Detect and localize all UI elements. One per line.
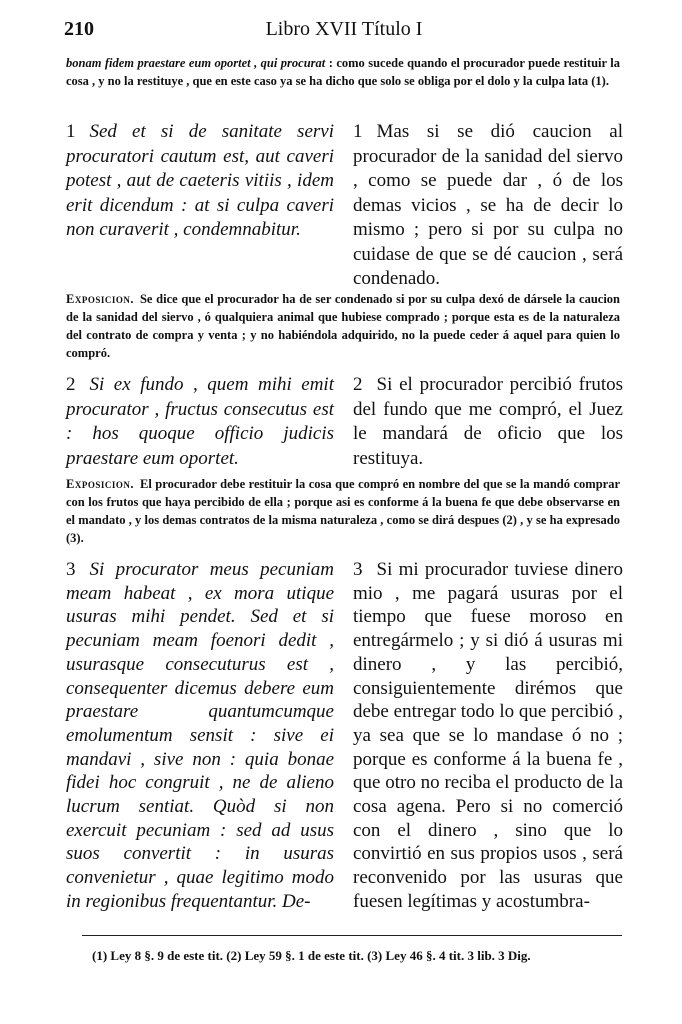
spanish-body: Si el procurador percibió frutos del fundo que me compró, el Juez le mandará de oficio que los restituya. [353, 374, 623, 469]
paragraph-number: 1 [353, 121, 363, 142]
continuation-spanish: : como sucede quando el procurador puede restituir la cosa , y no la restituye , que en este caso ya se ha dicho que solo se obliga por el dolo y la culpa lata (1). [66, 56, 620, 88]
latin-text [66, 373, 334, 471]
paragraph-number: 1 [66, 121, 76, 142]
exposicion-label: Exposicion. [66, 292, 134, 306]
latin-body: Si ex fundo , quem mihi emit procurator , fructus consecutus est : hos quoque officio judicis praestare eum oportet. [66, 374, 334, 469]
spanish-text [353, 558, 623, 914]
exposicion-text: El procurador debe restituir la cosa que compró en nombre del que se la mandó comprar con los frutos que haya percibido de ella ; porque asi es conforme á la buena fe que debe observarse en el mandato , y los demas contratos de la misma naturaleza , como se dirá despues (2) , y se ha expresado (3). [66, 477, 620, 545]
latin-body: Si procurator meus pecuniam meam habeat , ex mora utique usuras mihi pendet. Sed et si pecuniam meam foenori dedit , usurasque consecuturus est , consequenter dicemus debere eum praestare quantumcumque emolumentum sensit : sive ei mandavi , sive non : quia bonae fidei hoc congruit , ne de alieno lucrum sentiat. Quòd si non exercuit pecuniam : sed ad usus suos convertit : in usuras convenietur , quae legitimo modo in regionibus frequentantur. De- [66, 559, 334, 912]
running-title: Libro XVII Título I [265, 18, 423, 40]
exposicion-1 [66, 290, 620, 362]
footnotes: (1) Ley 8 §. 9 de este tit. (2) Ley 59 §. 1 de este tit. (3) Ley 46 §. 4 tit. 3 lib. 3 Dig. [92, 948, 531, 963]
exposicion-label: Exposicion. [66, 477, 134, 491]
latin-text [66, 558, 334, 914]
paragraph-number: 3 [353, 559, 363, 580]
spanish-body: Mas si se dió caucion al procurador de la sanidad del siervo , como se puede dar , ó de los demas vicios , se ha de decir lo mismo ; pero si por su culpa no cuidase de que se dé caucion , será condenado. [353, 121, 623, 289]
spanish-text [353, 373, 623, 471]
footnote-divider [82, 935, 622, 936]
paragraph-number: 3 [66, 559, 76, 580]
latin-text [66, 120, 334, 243]
latin-body: Sed et si de sanitate servi procuratori cautum est, aut caveri potest , aut de caeteris vitiis , idem erit dicendum : at si culpa caveri non curaverit , condemnabitur. [66, 121, 334, 240]
continuation-latin: bonam fidem praestare eum oportet , qui procurat [66, 56, 326, 70]
exposicion-2 [66, 475, 620, 547]
page-number: 210 [64, 18, 94, 40]
continuation-text [66, 54, 620, 90]
page-header [64, 18, 624, 44]
spanish-body: Si mi procurador tuviese dinero mio , me pagará usuras por el tiempo que fuese moroso en entregármelo ; y si dió á usuras mi dinero , y las percibió, consiguientemente dirémos que debe entregar todo lo que percibió , ya sea que se lo mandase ó no ; porque es conforme á la buena fe , que otro no reciba el producto de la cosa agena. Pero si no comerció con el dinero , sino que lo convirtió en sus propios usos , será reconvenido por las usuras que fuesen legítimas y acostumbra- [353, 559, 623, 912]
exposicion-text: Se dice que el procurador ha de ser condenado si por su culpa dexó de dársele la caucion de la sanidad del siervo , ó qualquiera animal que hubiese comprado ; porque esta es de la naturaleza del contrato de compra y venta ; y no habiéndola adquirido, no la puede ceder á aquel para quien lo compró. [66, 292, 620, 360]
paragraph-number: 2 [353, 374, 363, 395]
paragraph-number: 2 [66, 374, 76, 395]
spanish-text [353, 120, 623, 292]
